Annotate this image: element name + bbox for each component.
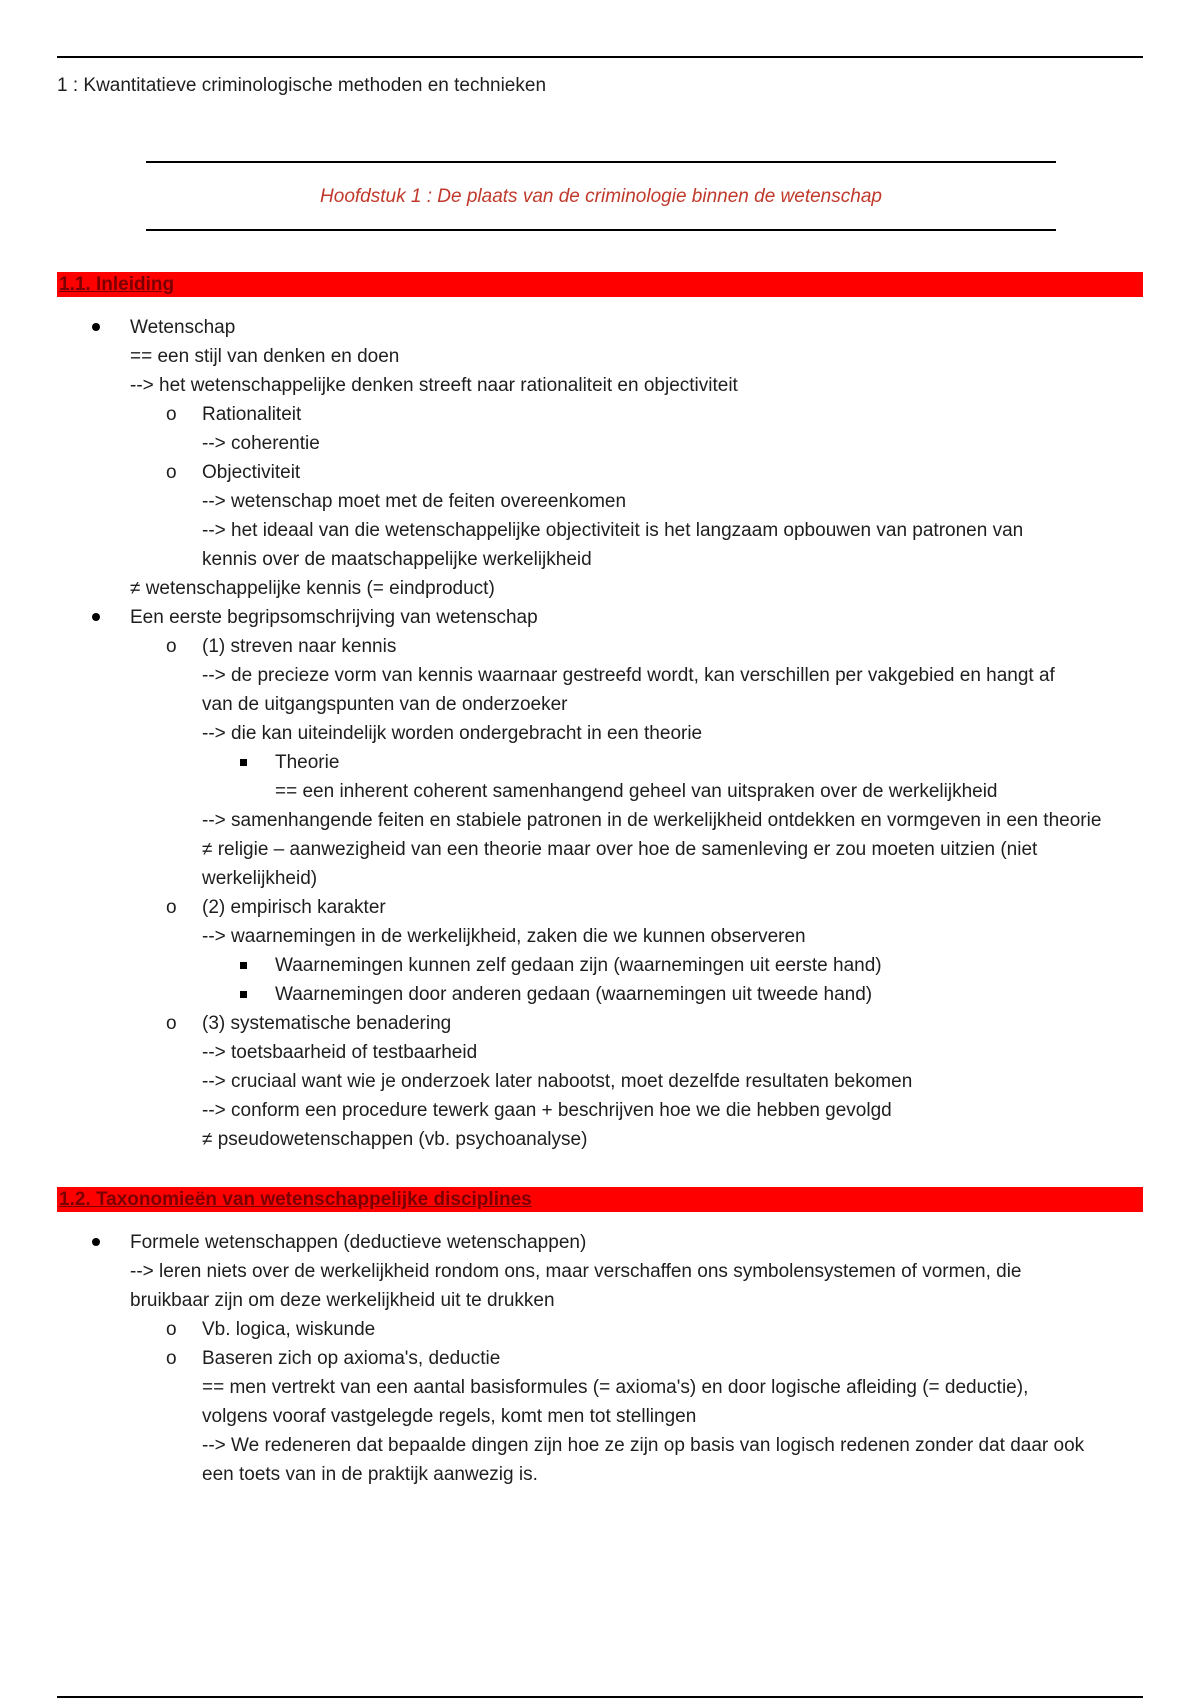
line-text: volgens vooraf vastgelegde regels, komt men tot stellingen xyxy=(202,1406,697,1427)
list-item xyxy=(57,951,1177,980)
list-item-continuation xyxy=(57,719,1177,748)
top-rule xyxy=(57,56,1143,58)
section-title: 1.2. Taxonomieën van wetenschappelijke disciplines xyxy=(59,1189,532,1210)
list-item-continuation xyxy=(57,1460,1177,1489)
line-text: (3) systematische benadering xyxy=(202,1013,452,1034)
square-bullet-icon xyxy=(240,951,247,980)
line-text: (2) empirisch karakter xyxy=(202,897,386,918)
line-text: Rationaliteit xyxy=(202,404,302,425)
line-text: van de uitgangspunten van de onderzoeker xyxy=(202,694,568,715)
circle-bullet-icon: o xyxy=(166,462,177,483)
line-text: --> toetsbaarheid of testbaarheid xyxy=(202,1042,478,1063)
list-item xyxy=(57,313,1177,342)
square-bullet-icon xyxy=(240,980,247,1009)
list-item-continuation xyxy=(57,1067,1177,1096)
chapter-heading-box xyxy=(146,161,1056,231)
line-text: --> We redeneren dat bepaalde dingen zijn hoe ze zijn op basis van logisch redenen zonder dat daar ook xyxy=(202,1435,1085,1456)
list-item-continuation xyxy=(57,835,1177,864)
line-text: ≠ pseudowetenschappen (vb. psychoanalyse) xyxy=(202,1129,588,1150)
line-text: (1) streven naar kennis xyxy=(202,636,397,657)
line-text: Waarnemingen kunnen zelf gedaan zijn (waarnemingen uit eerste hand) xyxy=(275,955,882,976)
section-title: 1.1. Inleiding xyxy=(59,274,175,295)
list-item-continuation xyxy=(57,661,1177,690)
section-heading-2 xyxy=(57,1187,1143,1212)
line-text: Vb. logica, wiskunde xyxy=(202,1319,376,1340)
list-item-continuation xyxy=(57,516,1177,545)
line-text: Formele wetenschappen (deductieve wetenschappen) xyxy=(130,1232,587,1253)
circle-bullet-icon: o xyxy=(166,897,177,918)
line-text: Theorie xyxy=(275,752,340,773)
list-item xyxy=(57,1009,1177,1038)
circle-bullet-icon: o xyxy=(166,1348,177,1369)
line-text: Objectiviteit xyxy=(202,462,301,483)
section-2-content xyxy=(57,1228,1177,1489)
list-item-continuation xyxy=(57,922,1177,951)
list-item-continuation xyxy=(57,1257,1177,1286)
line-text: --> conform een procedure tewerk gaan + beschrijven hoe we die hebben gevolgd xyxy=(202,1100,892,1121)
list-item-continuation xyxy=(57,1096,1177,1125)
line-text: --> het ideaal van die wetenschappelijke objectiviteit is het langzaam opbouwen van patronen van xyxy=(202,520,1024,541)
section-heading-1 xyxy=(57,272,1143,297)
bullet-icon xyxy=(92,1228,100,1257)
line-text: --> wetenschap moet met de feiten overeenkomen xyxy=(202,491,627,512)
line-text: werkelijkheid) xyxy=(202,868,318,889)
line-text: kennis over de maatschappelijke werkelijkheid xyxy=(202,549,592,570)
line-text: Een eerste begripsomschrijving van wetenschap xyxy=(130,607,538,628)
chapter-title: Hoofdstuk 1 : De plaats van de criminologie binnen de wetenschap xyxy=(320,186,882,207)
square-bullet-icon xyxy=(240,748,247,777)
line-text: --> het wetenschappelijke denken streeft naar rationaliteit en objectiviteit xyxy=(130,375,738,396)
list-item-continuation xyxy=(57,1286,1177,1315)
list-item-continuation xyxy=(57,1431,1177,1460)
list-item xyxy=(57,603,1177,632)
list-item-continuation xyxy=(57,574,1177,603)
line-text: --> coherentie xyxy=(202,433,320,454)
line-text: == een stijl van denken en doen xyxy=(130,346,400,367)
list-item xyxy=(57,1228,1177,1257)
circle-bullet-icon: o xyxy=(166,636,177,657)
list-item xyxy=(57,980,1177,1009)
list-item-continuation xyxy=(57,487,1177,516)
list-item-continuation xyxy=(57,777,1177,806)
line-text: --> samenhangende feiten en stabiele patronen in de werkelijkheid ontdekken en vormgeven in een theorie xyxy=(202,810,1102,831)
list-item-continuation xyxy=(57,864,1177,893)
line-text: == een inherent coherent samenhangend geheel van uitspraken over de werkelijkheid xyxy=(275,781,998,802)
line-text: Waarnemingen door anderen gedaan (waarnemingen uit tweede hand) xyxy=(275,984,873,1005)
line-text: ≠ religie – aanwezigheid van een theorie maar over hoe de samenleving er zou moeten uitzien (niet xyxy=(202,839,1038,860)
list-item xyxy=(57,1315,1177,1344)
list-item-continuation xyxy=(57,371,1177,400)
line-text: bruikbaar zijn om deze werkelijkheid uit te drukken xyxy=(130,1290,555,1311)
list-item-continuation xyxy=(57,1373,1177,1402)
line-text: --> cruciaal want wie je onderzoek later nabootst, moet dezelfde resultaten bekomen xyxy=(202,1071,913,1092)
line-text: == men vertrekt van een aantal basisformules (= axioma's) en door logische afleiding (= deductie), xyxy=(202,1377,1029,1398)
list-item-continuation xyxy=(57,429,1177,458)
line-text: Wetenschap xyxy=(130,317,236,338)
circle-bullet-icon: o xyxy=(166,1319,177,1340)
list-item-continuation xyxy=(57,1402,1177,1431)
bottom-rule xyxy=(57,1696,1143,1698)
list-item-continuation xyxy=(57,806,1177,835)
list-item xyxy=(57,400,1177,429)
line-text: ≠ wetenschappelijke kennis (= eindproduct) xyxy=(130,578,495,599)
document-header: 1 : Kwantitatieve criminologische methoden en technieken xyxy=(57,75,547,96)
line-text: een toets van in de praktijk aanwezig is. xyxy=(202,1464,538,1485)
bullet-icon xyxy=(92,603,100,632)
bullet-icon xyxy=(92,313,100,342)
line-text: --> waarnemingen in de werkelijkheid, zaken die we kunnen observeren xyxy=(202,926,806,947)
list-item-continuation xyxy=(57,1125,1177,1154)
list-item xyxy=(57,748,1177,777)
list-item-continuation xyxy=(57,545,1177,574)
section-1-content xyxy=(57,313,1177,1154)
circle-bullet-icon: o xyxy=(166,1013,177,1034)
line-text: Baseren zich op axioma's, deductie xyxy=(202,1348,501,1369)
list-item-continuation xyxy=(57,690,1177,719)
line-text: --> die kan uiteindelijk worden ondergebracht in een theorie xyxy=(202,723,703,744)
line-text: --> leren niets over de werkelijkheid rondom ons, maar verschaffen ons symbolensystemen of vormen, die xyxy=(130,1261,1022,1282)
list-item-continuation xyxy=(57,1038,1177,1067)
list-item xyxy=(57,632,1177,661)
list-item xyxy=(57,893,1177,922)
circle-bullet-icon: o xyxy=(166,404,177,425)
list-item xyxy=(57,1344,1177,1373)
list-item-continuation xyxy=(57,342,1177,371)
list-item xyxy=(57,458,1177,487)
line-text: --> de precieze vorm van kennis waarnaar gestreefd wordt, kan verschillen per vakgebied en hangt af xyxy=(202,665,1055,686)
